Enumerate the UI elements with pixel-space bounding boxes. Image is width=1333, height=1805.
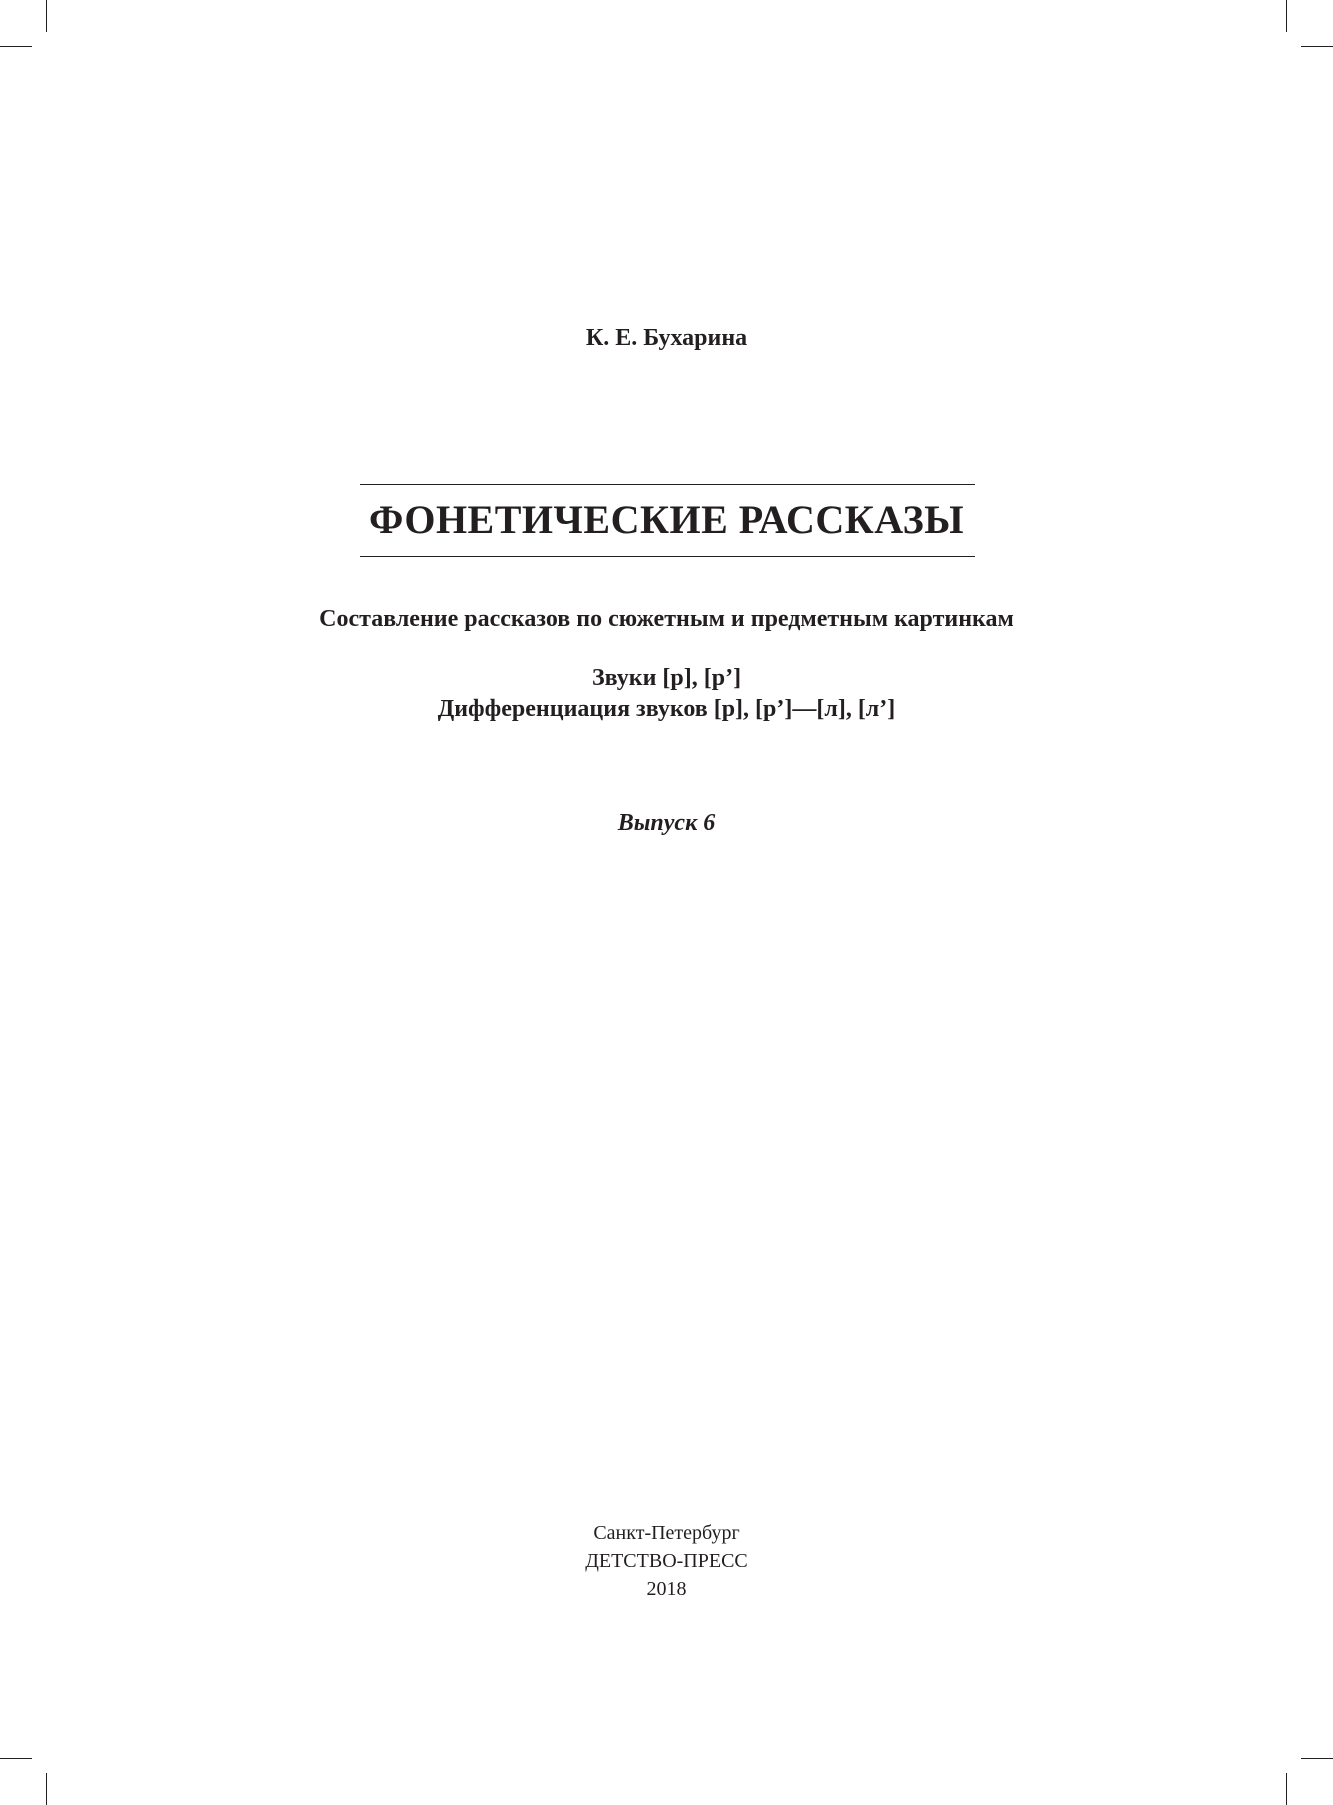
crop-mark-top-right-vertical [1286,0,1287,32]
book-subtitle: Составление рассказов по сюжетным и предметным картинкам [319,606,1014,632]
imprint-year: 2018 [646,1578,687,1600]
crop-mark-top-left-vertical [46,0,47,32]
crop-mark-bottom-right-vertical [1286,1773,1287,1805]
imprint-city: Санкт-Петербург [593,1522,740,1544]
crop-mark-top-left-horizontal [0,46,32,47]
book-title: ФОНЕТИЧЕСКИЕ РАССКАЗЫ [368,497,965,542]
issue-number: Выпуск 6 [617,810,716,836]
crop-mark-top-right-horizontal [1301,46,1333,47]
sounds-line-1: Звуки [р], [р’] [591,665,742,691]
crop-mark-bottom-right-horizontal [1301,1758,1333,1759]
sounds-block [0,663,1333,725]
author-name: К. Е. Бухарина [585,325,748,351]
title-rule-top [360,484,975,485]
crop-mark-bottom-left-vertical [46,1773,47,1805]
sounds-line-2: Дифференциация звуков [р], [р’]—[л], [л’] [437,696,896,722]
imprint-publisher: ДЕТСТВО-ПРЕСС [585,1550,748,1572]
crop-mark-bottom-left-horizontal [0,1758,32,1759]
imprint [0,1519,1333,1603]
title-rule-bottom [360,556,975,557]
